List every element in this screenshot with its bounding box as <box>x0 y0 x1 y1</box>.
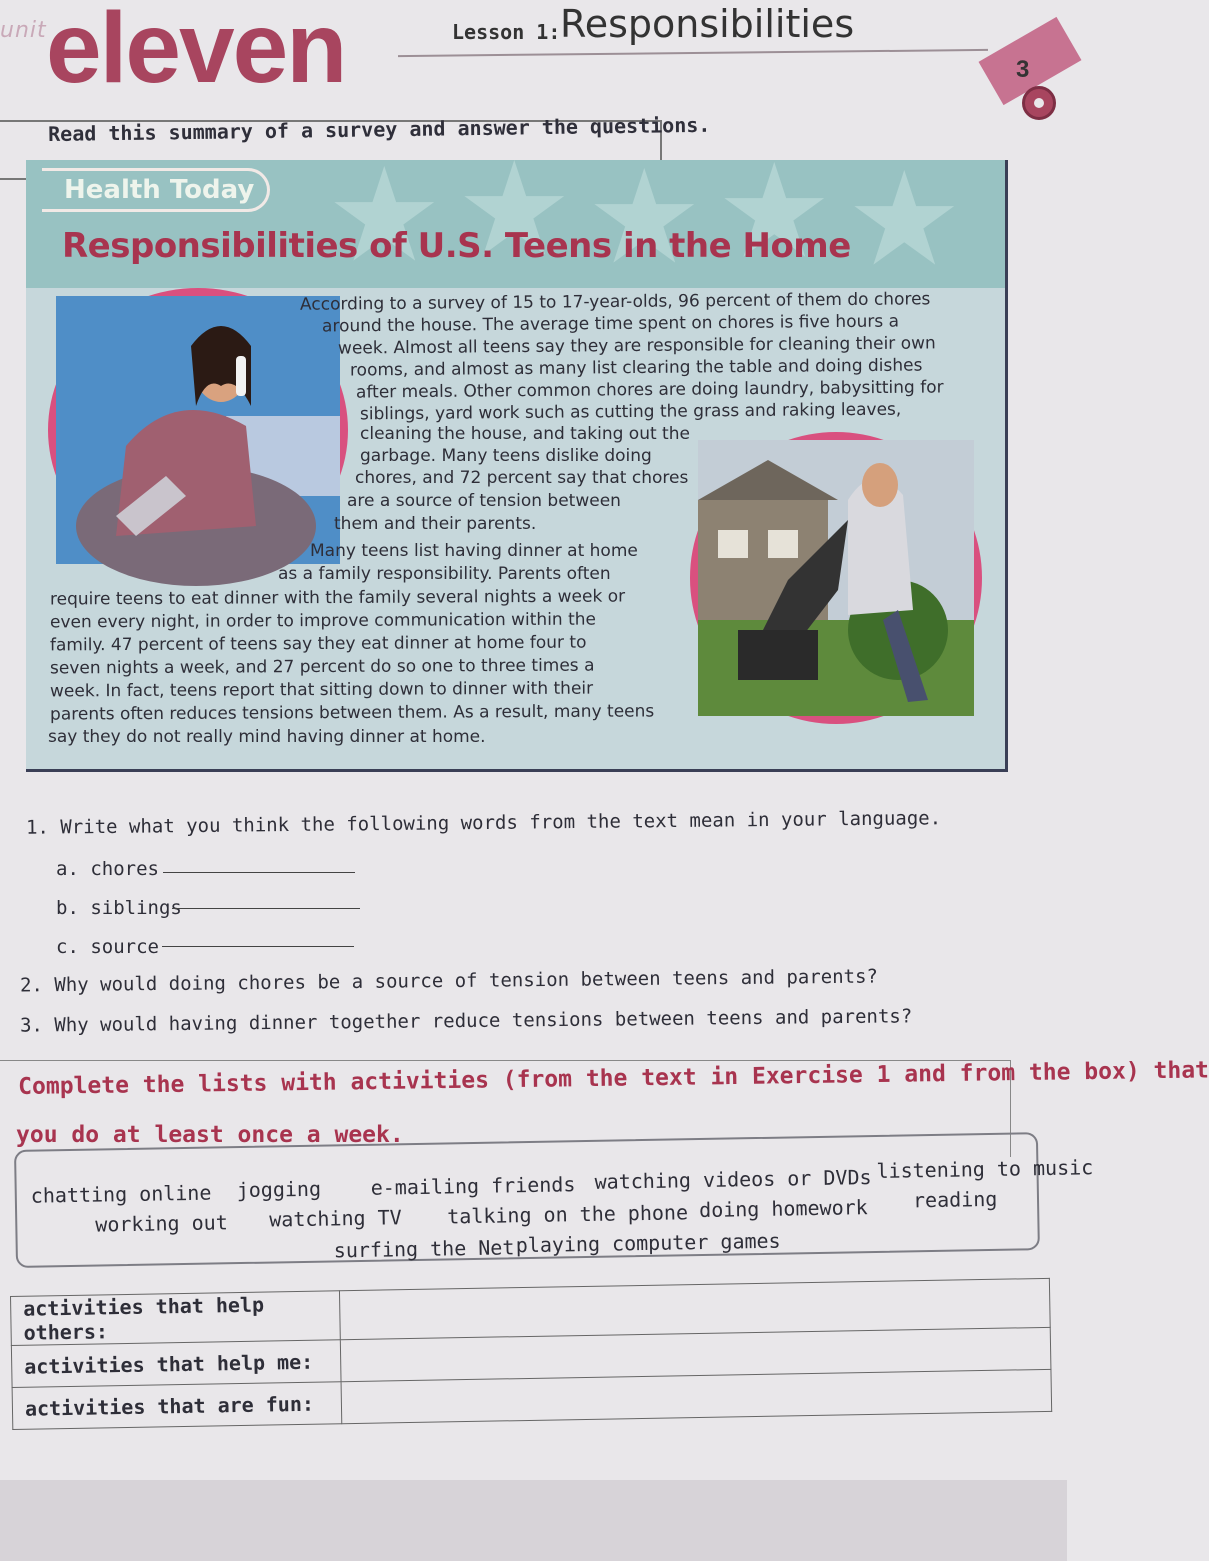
article-line: even every night, in order to improve communication within the <box>49 609 597 633</box>
word-item: playing computer games <box>515 1228 781 1258</box>
question-1: 1. Write what you think the following words from the text mean in your language. <box>25 807 942 839</box>
word-item: reading <box>912 1186 998 1213</box>
article-line: around the house. The average time spent on chores is five hours a <box>321 311 900 337</box>
answer-blank[interactable] <box>162 946 354 947</box>
exercise2-instruction-line2: you do at least once a week. <box>16 1122 404 1148</box>
exercise-marker: 3 <box>1016 56 1030 83</box>
activity-table <box>10 1278 1052 1430</box>
audio-cd-icon[interactable] <box>1022 86 1056 120</box>
star-decoration: ★ <box>716 135 833 287</box>
answer-blank[interactable] <box>163 872 355 873</box>
article-line: require teens to eat dinner with the family several nights a week or <box>49 586 626 610</box>
unit-label: unit <box>0 18 47 43</box>
word-item: jogging <box>236 1176 322 1203</box>
article-title: Responsibilities of U.S. Teens in the Home <box>62 226 851 266</box>
word-item: surfing the Net <box>333 1235 515 1263</box>
row-label-help-me: activities that help me: <box>11 1340 341 1388</box>
article-line: cleaning the house, and taking out the <box>360 424 690 444</box>
article-line: garbage. Many teens dislike doing <box>360 446 652 466</box>
article-line: parents often reduces tensions between them. As a result, many teens <box>49 701 655 725</box>
word-item: chatting online <box>30 1180 212 1208</box>
article-line: Many teens list having dinner at home <box>310 541 638 561</box>
question-3: 3. Why would having dinner together reduce tensions between teens and parents? <box>19 1005 913 1037</box>
lesson-title: Responsibilities <box>560 2 855 46</box>
row-label-help-others: activities that help others: <box>11 1291 341 1346</box>
exercise2-instruction-line1: Complete the lists with activities (from the text in Exercise 1 and from the box) that <box>18 1057 1209 1100</box>
article-line: rooms, and almost as many list clearing the table and doing dishes <box>349 355 923 381</box>
article-line: week. In fact, teens report that sitting down to dinner with their <box>49 678 594 702</box>
article-line: siblings, yard work such as cutting the grass and raking leaves, <box>359 399 902 425</box>
article-line: are a source of tension between <box>347 491 621 511</box>
article-line: seven nights a week, and 27 percent do so one to three times a <box>49 655 595 679</box>
photo-teen-on-phone <box>48 288 348 572</box>
photo-teen-mowing <box>690 432 982 724</box>
article-line: as a family responsibility. Parents often <box>278 564 611 584</box>
star-decoration: ★ <box>846 143 963 295</box>
question-2: 2. Why would doing chores be a source of tension between teens and parents? <box>19 965 879 997</box>
word-box <box>14 1132 1094 1268</box>
article-line: them and their parents. <box>334 514 537 534</box>
exercise1-instruction: Read this summary of a survey and answer the questions. <box>48 112 711 146</box>
word-item: watching videos or DVDs <box>594 1165 872 1194</box>
magazine-name: Health Today <box>64 175 255 205</box>
star-decoration: ★ <box>326 139 443 291</box>
word-item: e-mailing friends <box>370 1172 576 1200</box>
article-line: say they do not really mind having dinner at home. <box>48 727 486 747</box>
article-line: chores, and 72 percent say that chores <box>355 468 689 488</box>
word-item: watching TV <box>269 1205 402 1232</box>
word-item: working out <box>95 1210 228 1237</box>
star-decoration: ★ <box>456 133 573 285</box>
answer-blank[interactable] <box>172 908 360 909</box>
word-item: talking on the phone <box>447 1200 689 1229</box>
lesson-label: Lesson 1: <box>452 20 561 44</box>
vocab-item-siblings: b. siblings <box>56 897 182 919</box>
word-item: listening to music <box>876 1155 1094 1183</box>
article-line: after meals. Other common chores are doing laundry, babysitting for <box>355 377 944 403</box>
article-line: family. 47 percent of teens say they eat dinner at home four to <box>49 632 587 656</box>
unit-title: eleven <box>46 0 346 104</box>
header-rule <box>398 49 988 57</box>
row-label-fun: activities that are fun: <box>12 1382 342 1430</box>
word-item: doing homework <box>698 1195 868 1223</box>
vocab-item-chores: a. chores <box>56 858 159 880</box>
article-line: week. Almost all teens say they are responsible for cleaning their own <box>337 333 936 359</box>
page-bottom-edge <box>0 1480 1067 1561</box>
article-line: According to a survey of 15 to 17-year-olds, 96 percent of them do chores <box>299 289 931 315</box>
vocab-item-source: c. source <box>56 936 159 958</box>
star-decoration: ★ <box>586 141 703 293</box>
